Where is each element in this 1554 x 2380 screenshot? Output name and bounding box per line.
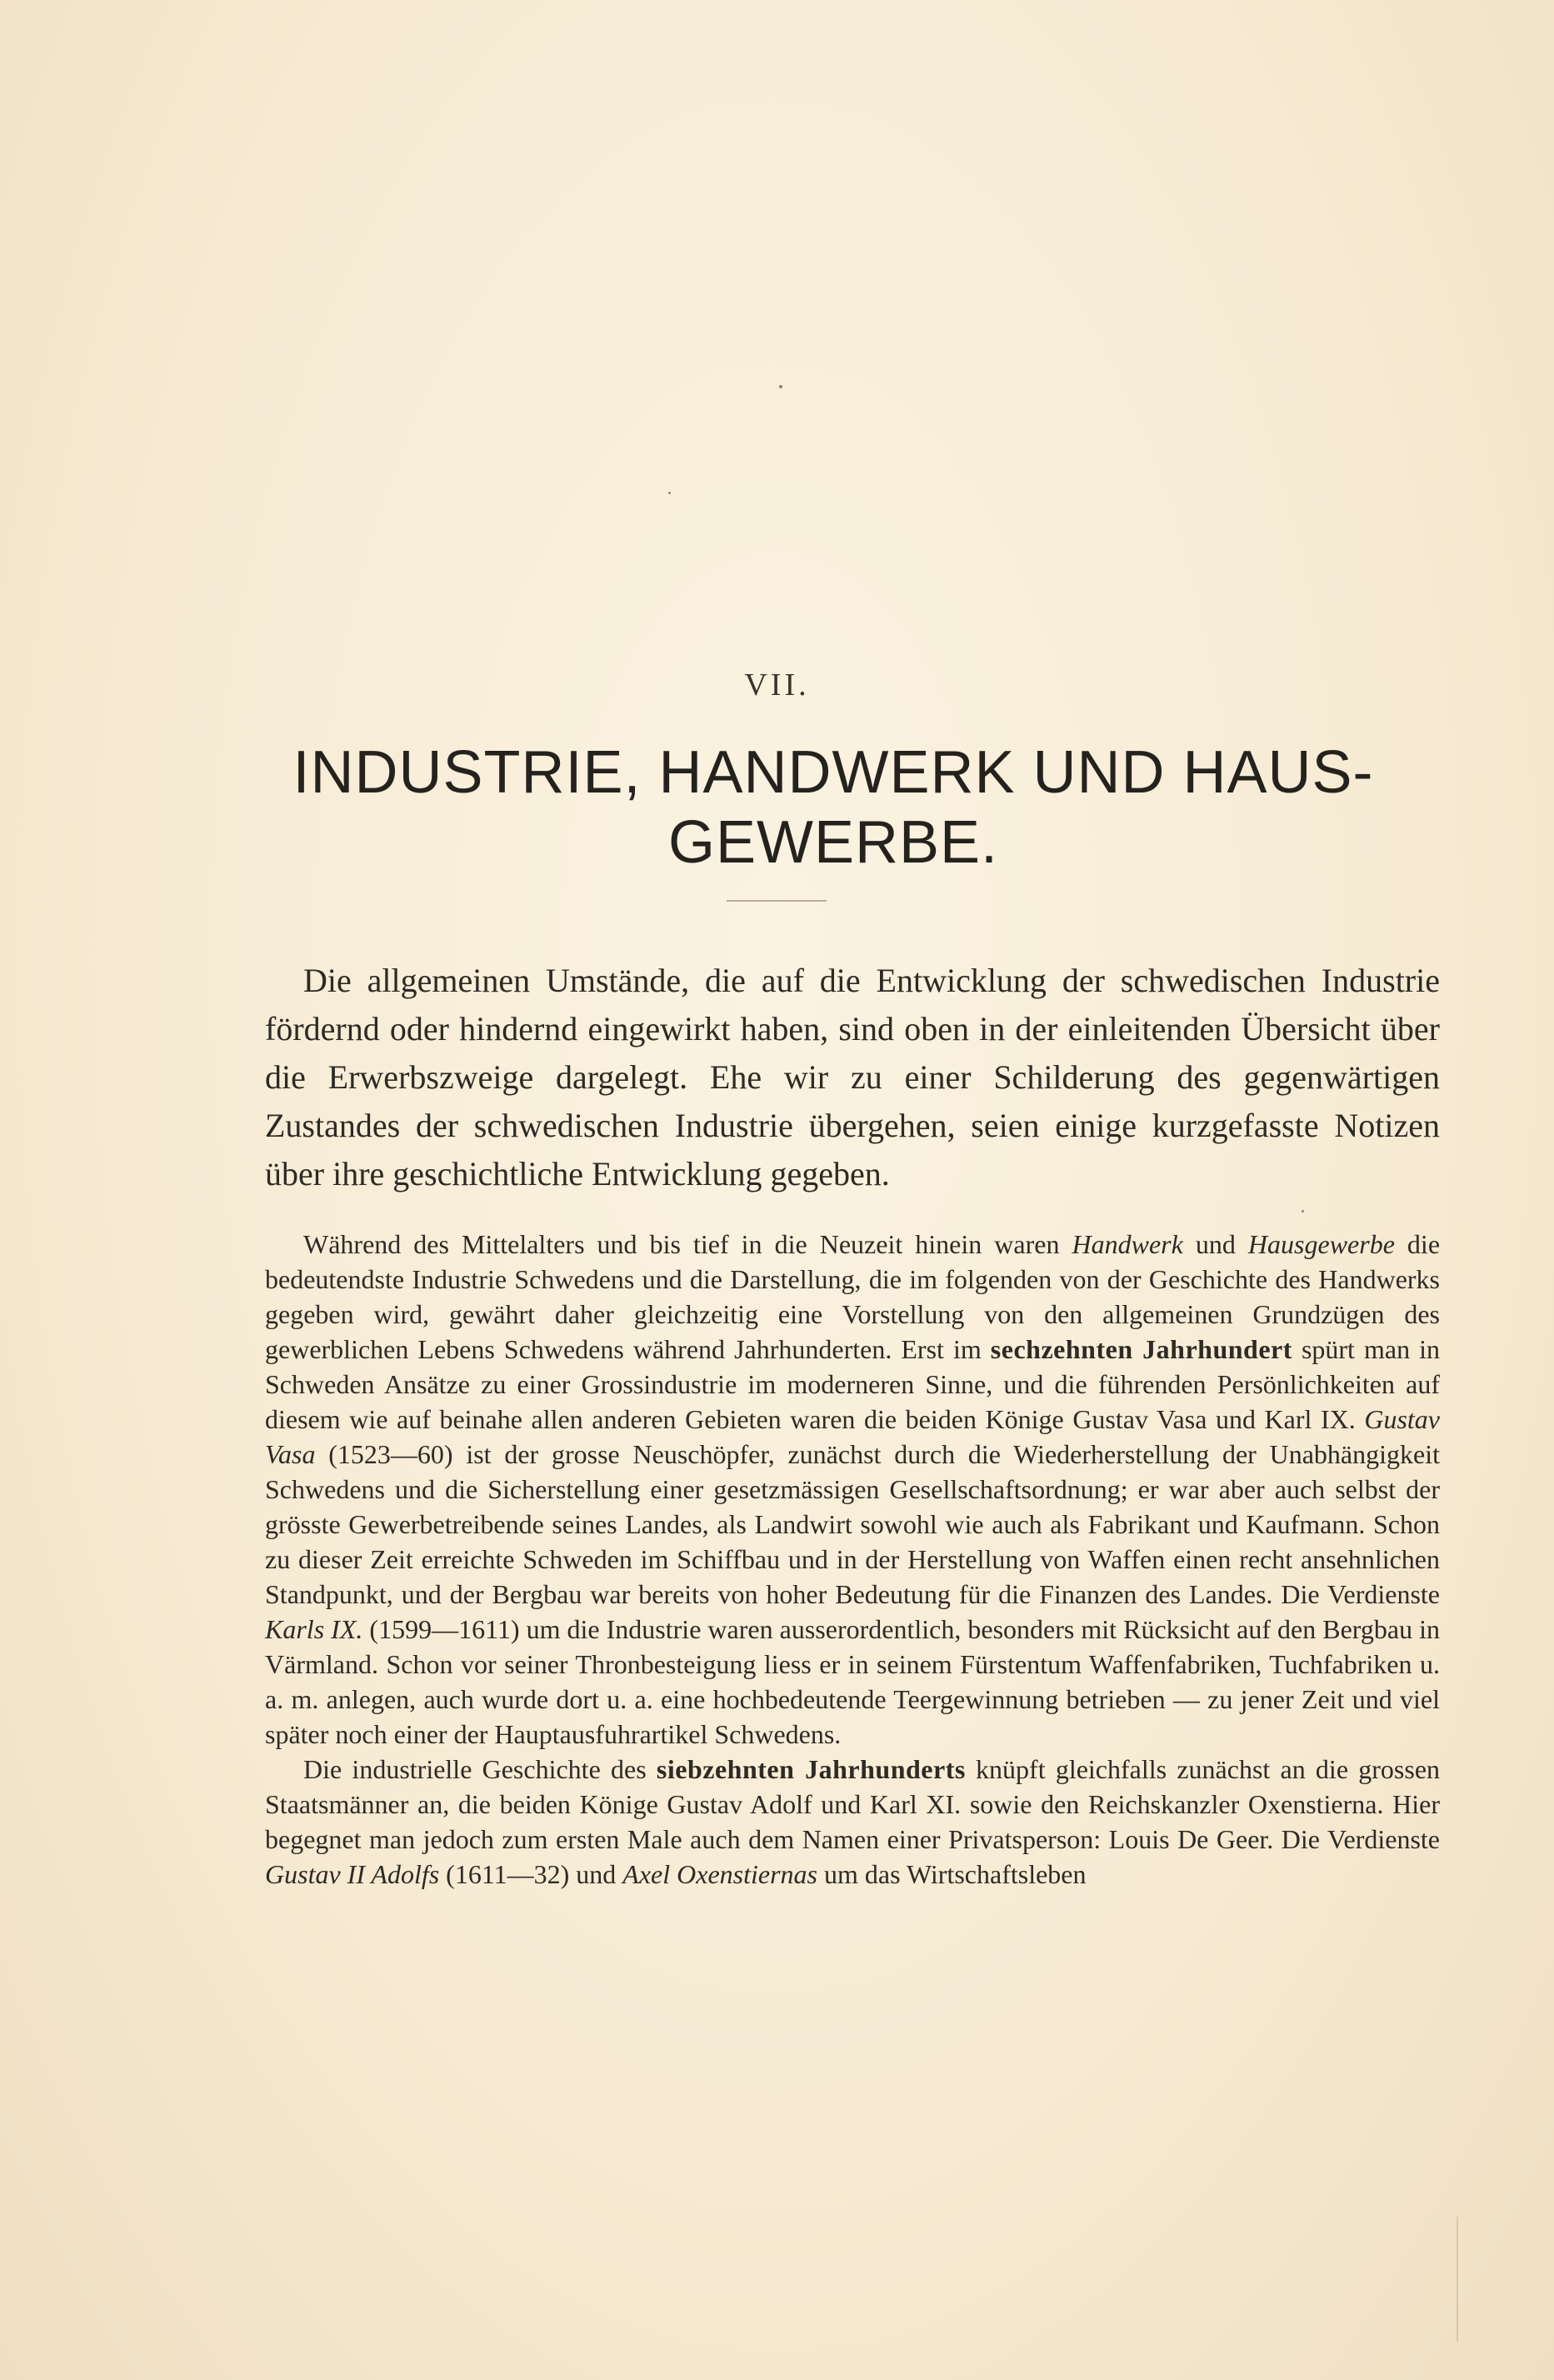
lead-paragraph: Die allgemeinen Umstände, die auf die Entwicklung der schwedischen Industrie fördernd oder hindernd eingewirkt haben, sind oben in der einleitenden Übersicht über die Erwerbszweige dargelegt. Ehe wir zu einer Schilderung des gegenwärtigen Zustandes der schwedischen Industrie übergehen, seien einige kurzgefasste Notizen über ihre geschichtliche Entwicklung gegeben. (265, 962, 1440, 1192)
chapter-title: INDUSTRIE, HANDWERK UND HAUS-GEWERBE. (292, 739, 1374, 876)
paragraph-2 (265, 1752, 1440, 1892)
text-run: die bedeutendste Industrie Schwedens und die Darstellung, die im folgenden von der Geschichte des Handwerks gegeben wird, gewährt daher gleichzeitig eine Vorstellung von den allgemeinen Grundzügen des gewerblichen Lebens Schwedens während Jahrhunderten. Erst im (265, 1229, 1441, 1364)
text-run: Die industrielle Geschichte des (303, 1754, 657, 1784)
italic-run: Axel Oxenstiernas (622, 1859, 817, 1889)
body-text-block (265, 1227, 1440, 1892)
text-run: um das Wirtschaftsleben (817, 1859, 1087, 1889)
text-run: spürt man in Schweden Ansätze zu einer Grossindustrie im moderneren Sinne, und die führenden Persönlichkeiten auf diesem wie auf beinahe allen anderen Gebieten waren die beiden Könige Gustav Vasa und Karl IX. (265, 1334, 1441, 1434)
text-run: Während des Mittelalters und bis tief in die Neuzeit hinein waren (303, 1229, 1072, 1259)
paper-speck (1302, 1210, 1304, 1212)
italic-run: Karls IX. (265, 1614, 363, 1644)
text-run: (1523—60) ist der grosse Neuschöpfer, zunächst durch die Wiederherstellung der Unabhängigkeit Schwedens und die Sicherstellung einer gesetzmässigen Gesellschaftsordnung; er war aber auch selbst der grösste Gewerbetreibende seines Landes, als Landwirt sowohl wie auch als Fabrikant und Kaufmann. Schon zu dieser Zeit erreichte Schweden im Schiffbau und in der Herstellung von Waffen einen recht ansehnlichen Standpunkt, und der Bergbau war bereits von hoher Bedeutung für die Finanzen des Landes. Die Verdienste (265, 1439, 1440, 1609)
paper-speck (779, 385, 782, 388)
bold-run: sechzehnten Jahrhundert (990, 1334, 1292, 1364)
chapter-number: VII. (744, 668, 810, 702)
text-run: knüpft gleichfalls zunächst an die grossen Staatsmänner an, die beiden Könige Gustav Adolf und Karl XI. sowie den Reichskanzler Oxenstierna. Hier begegnet man jedoch zum ersten Male auch dem Namen einer Privatsperson: Louis De Geer. Die Verdienste (265, 1754, 1441, 1854)
paper-speck (668, 492, 671, 494)
italic-run: Gustav II Adolfs (265, 1859, 440, 1889)
lead-paragraph-block (265, 957, 1440, 1198)
title-divider (727, 900, 827, 902)
italic-run: Handwerk (1072, 1229, 1183, 1259)
bold-run: siebzehnten Jahrhunderts (656, 1754, 966, 1784)
text-run: und (1182, 1229, 1248, 1259)
paragraph-1 (265, 1227, 1440, 1752)
italic-run: Hausgewerbe (1247, 1229, 1395, 1259)
text-run: (1611—32) und (439, 1859, 623, 1889)
italic-run: Gustav Vasa (265, 1404, 1440, 1469)
text-run: (1599—1611) um die Industrie waren ausserordentlich, besonders mit Rücksicht auf den Bergbau in Värmland. Schon vor seiner Thronbesteigung liess er in seinem Fürstentum Waffenfabriken, Tuchfabriken u. a. m. anlegen, auch wurde dort u. a. eine hochbedeutende Teergewinnung betrieben — zu jener Zeit und viel später noch einer der Hauptausfuhrartikel Schwedens. (265, 1614, 1441, 1749)
page-edge-mark (1457, 2217, 1458, 2342)
